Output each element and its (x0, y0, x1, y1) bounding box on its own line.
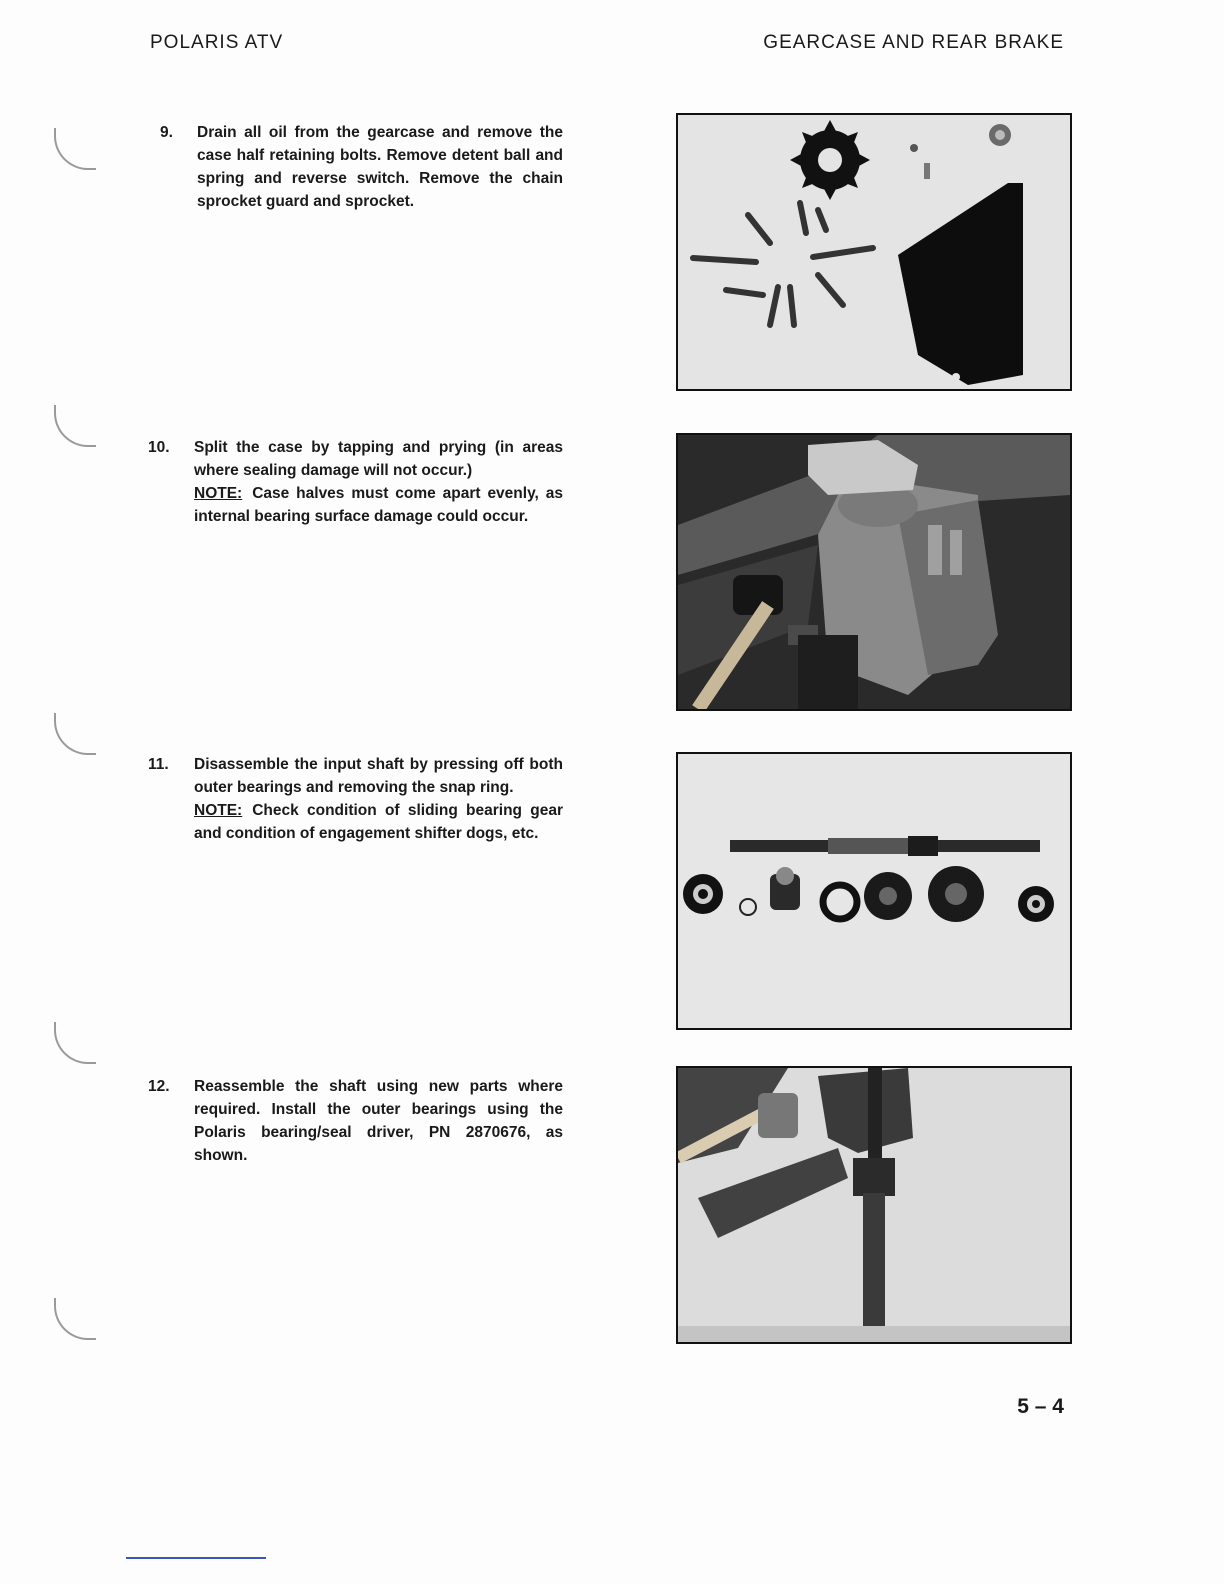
header-section-title: GEARCASE AND REAR BRAKE (763, 32, 1064, 53)
binder-hole-mark (54, 1298, 96, 1340)
photo-input-shaft-parts (676, 752, 1072, 1030)
step-text: Split the case by tapping and prying (in areas where sealing damage will not occur.) (194, 439, 563, 479)
binder-hole-mark (54, 405, 96, 447)
step-body (194, 436, 563, 528)
page-number: 5 – 4 (1017, 1395, 1064, 1418)
note-label: NOTE: (194, 485, 243, 502)
binder-hole-mark (54, 713, 96, 755)
footer-divider (126, 1557, 266, 1559)
step-11 (148, 753, 563, 845)
photo-sprocket-bolts-guard (676, 113, 1072, 391)
step-number: 11. (148, 756, 169, 773)
step-text: Disassemble the input shaft by pressing off both outer bearings and removing the snap ring. (194, 756, 563, 796)
note-text: Check condition of sliding bearing gear and condition of engagement shifter dogs, etc. (194, 802, 563, 842)
photo-bearing-installation (676, 1066, 1072, 1344)
step-12 (148, 1075, 563, 1167)
note-label: NOTE: (194, 802, 243, 819)
binder-hole-mark (54, 1022, 96, 1064)
photo-splitting-case (676, 433, 1072, 711)
step-number: 12. (148, 1078, 170, 1095)
step-number: 9. (160, 124, 173, 141)
step-body (194, 753, 563, 845)
bearing-driver-illustration (678, 1068, 1070, 1342)
sprocket-bolts-illustration (678, 115, 1070, 389)
binder-hole-mark (54, 128, 96, 170)
step-9 (148, 121, 563, 213)
shaft-parts-illustration (678, 754, 1070, 1028)
header-manual-title: POLARIS ATV (150, 32, 284, 53)
step-text: Drain all oil from the gearcase and remove the case half retaining bolts. Remove detent ball and spring and reverse switch. Remove the chain sprocket guard and sprocket. (197, 124, 563, 210)
note-text: Case halves must come apart evenly, as internal bearing surface damage could occur. (194, 485, 563, 525)
case-split-illustration (678, 435, 1070, 709)
step-10 (148, 436, 563, 528)
step-text: Reassemble the shaft using new parts where required. Install the outer bearings using the Polaris bearing/seal driver, PN 2870676, as shown. (194, 1078, 563, 1164)
step-number: 10. (148, 439, 170, 456)
